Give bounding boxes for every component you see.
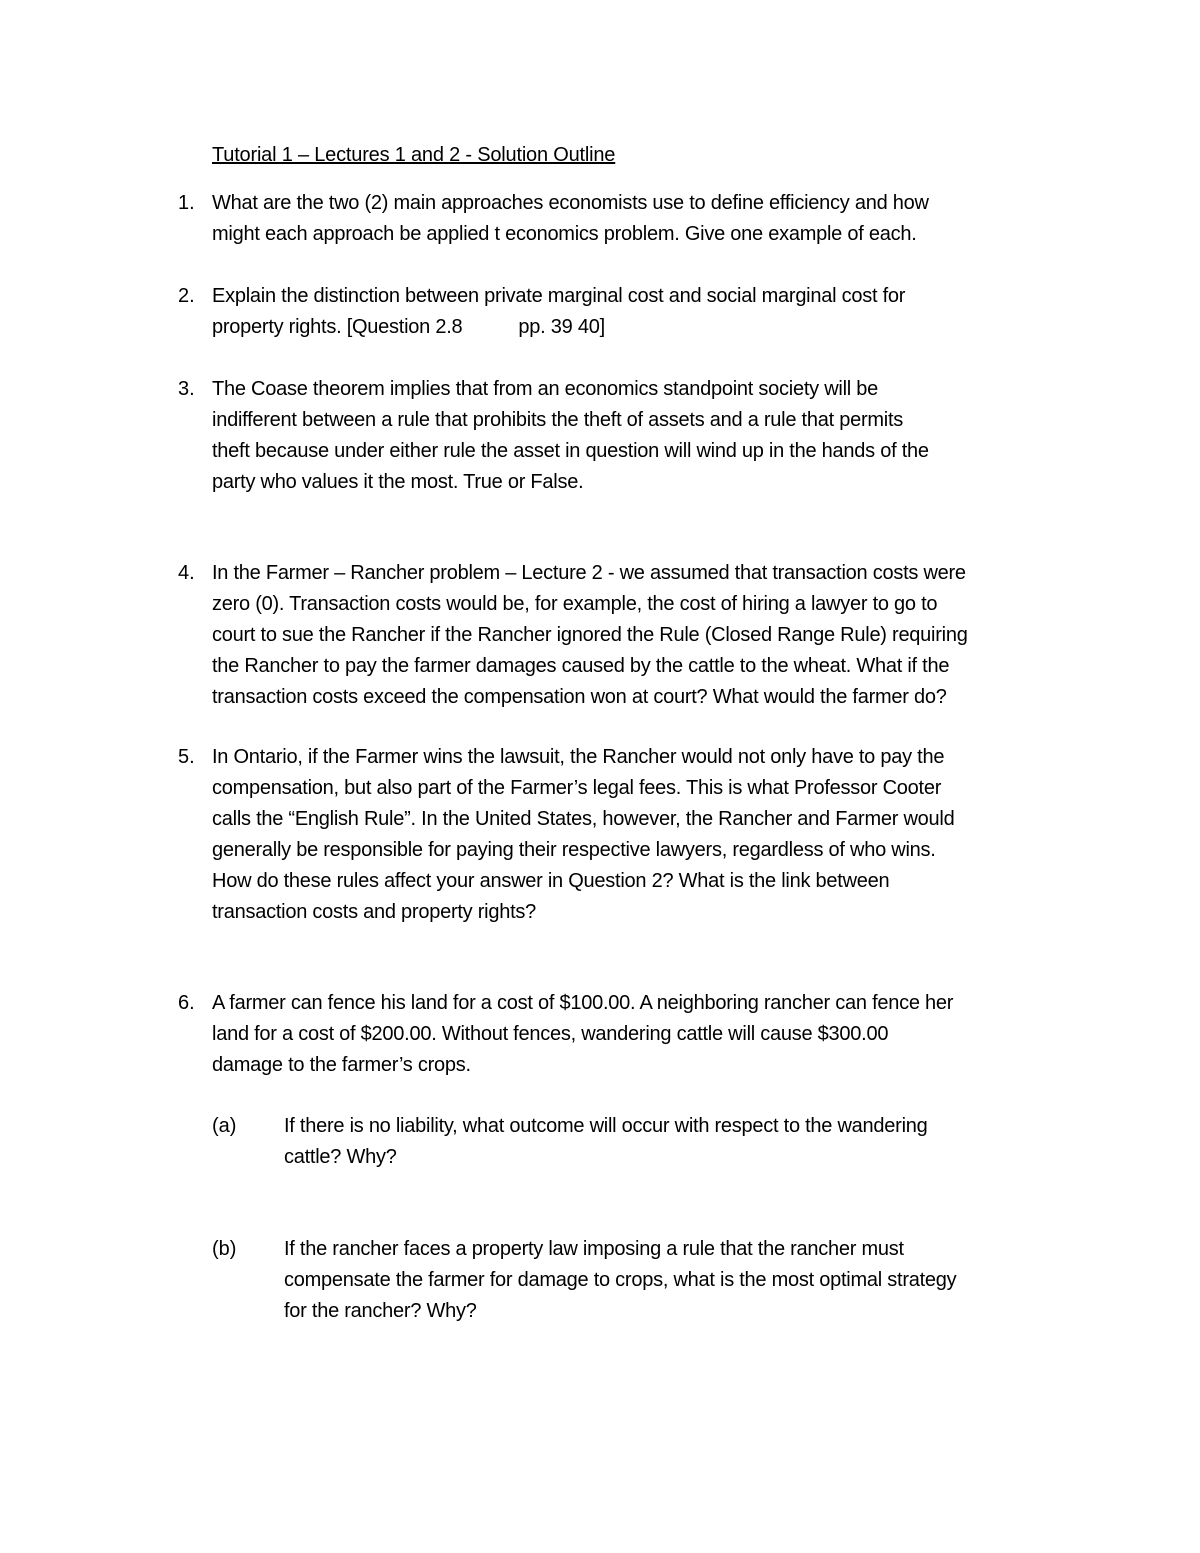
question-number: 5.: [178, 746, 195, 768]
question-line: compensation, but also part of the Farmer’s legal fees. This is what Professor Cooter: [212, 777, 942, 799]
question-line: A farmer can fence his land for a cost of $100.00. A neighboring rancher can fence her: [212, 992, 954, 1014]
question-line: The Coase theorem implies that from an economics standpoint society will be: [212, 378, 879, 400]
document-title: Tutorial 1 – Lectures 1 and 2 - Solution Outline: [212, 144, 616, 166]
question-line: transaction costs exceed the compensation won at court? What would the farmer do?: [212, 686, 947, 708]
question-line: In Ontario, if the Farmer wins the lawsuit, the Rancher would not only have to pay the: [212, 746, 945, 768]
question-line: might each approach be applied t economics problem. Give one example of each.: [212, 223, 917, 245]
question-line: zero (0). Transaction costs would be, for example, the cost of hiring a lawyer to go to: [212, 593, 938, 615]
subquestion-line: If the rancher faces a property law imposing a rule that the rancher must: [284, 1238, 904, 1260]
subquestion-line: compensate the farmer for damage to crops, what is the most optimal strategy: [284, 1269, 957, 1291]
subquestion-line: If there is no liability, what outcome will occur with respect to the wandering: [284, 1115, 928, 1137]
question-line: indifferent between a rule that prohibits the theft of assets and a rule that permits: [212, 409, 904, 431]
question-number: 6.: [178, 992, 195, 1014]
question-number: 3.: [178, 378, 195, 400]
question-line: party who values it the most. True or False.: [212, 471, 584, 493]
question-line: land for a cost of $200.00. Without fences, wandering cattle will cause $300.00: [212, 1023, 889, 1045]
question-number: 2.: [178, 285, 195, 307]
question-line: What are the two (2) main approaches economists use to define efficiency and how: [212, 192, 929, 214]
subquestion-line: for the rancher? Why?: [284, 1300, 477, 1322]
question-line: generally be responsible for paying their respective lawyers, regardless of who wins.: [212, 839, 936, 861]
subquestion-label: (a): [212, 1115, 237, 1137]
question-line: damage to the farmer’s crops.: [212, 1054, 471, 1076]
question-line-part: pp. 39 40]: [518, 316, 605, 338]
question-line: theft because under either rule the asset in question will wind up in the hands of the: [212, 440, 929, 462]
question-line: court to sue the Rancher if the Rancher ignored the Rule (Closed Range Rule) requiring: [212, 624, 968, 646]
question-line: [212, 312, 605, 343]
question-line: the Rancher to pay the farmer damages caused by the cattle to the wheat. What if the: [212, 655, 950, 677]
question-line: Explain the distinction between private marginal cost and social marginal cost for: [212, 285, 906, 307]
question-line: calls the “English Rule”. In the United States, however, the Rancher and Farmer would: [212, 808, 955, 830]
subquestion-label: (b): [212, 1238, 237, 1260]
question-line-part: property rights. [Question 2.8: [212, 316, 463, 338]
question-line: transaction costs and property rights?: [212, 901, 537, 923]
question-number: 4.: [178, 562, 195, 584]
question-number: 1.: [178, 192, 195, 214]
question-line: In the Farmer – Rancher problem – Lecture 2 - we assumed that transaction costs were: [212, 562, 966, 584]
subquestion-line: cattle? Why?: [284, 1146, 397, 1168]
question-line: How do these rules affect your answer in Question 2? What is the link between: [212, 870, 890, 892]
